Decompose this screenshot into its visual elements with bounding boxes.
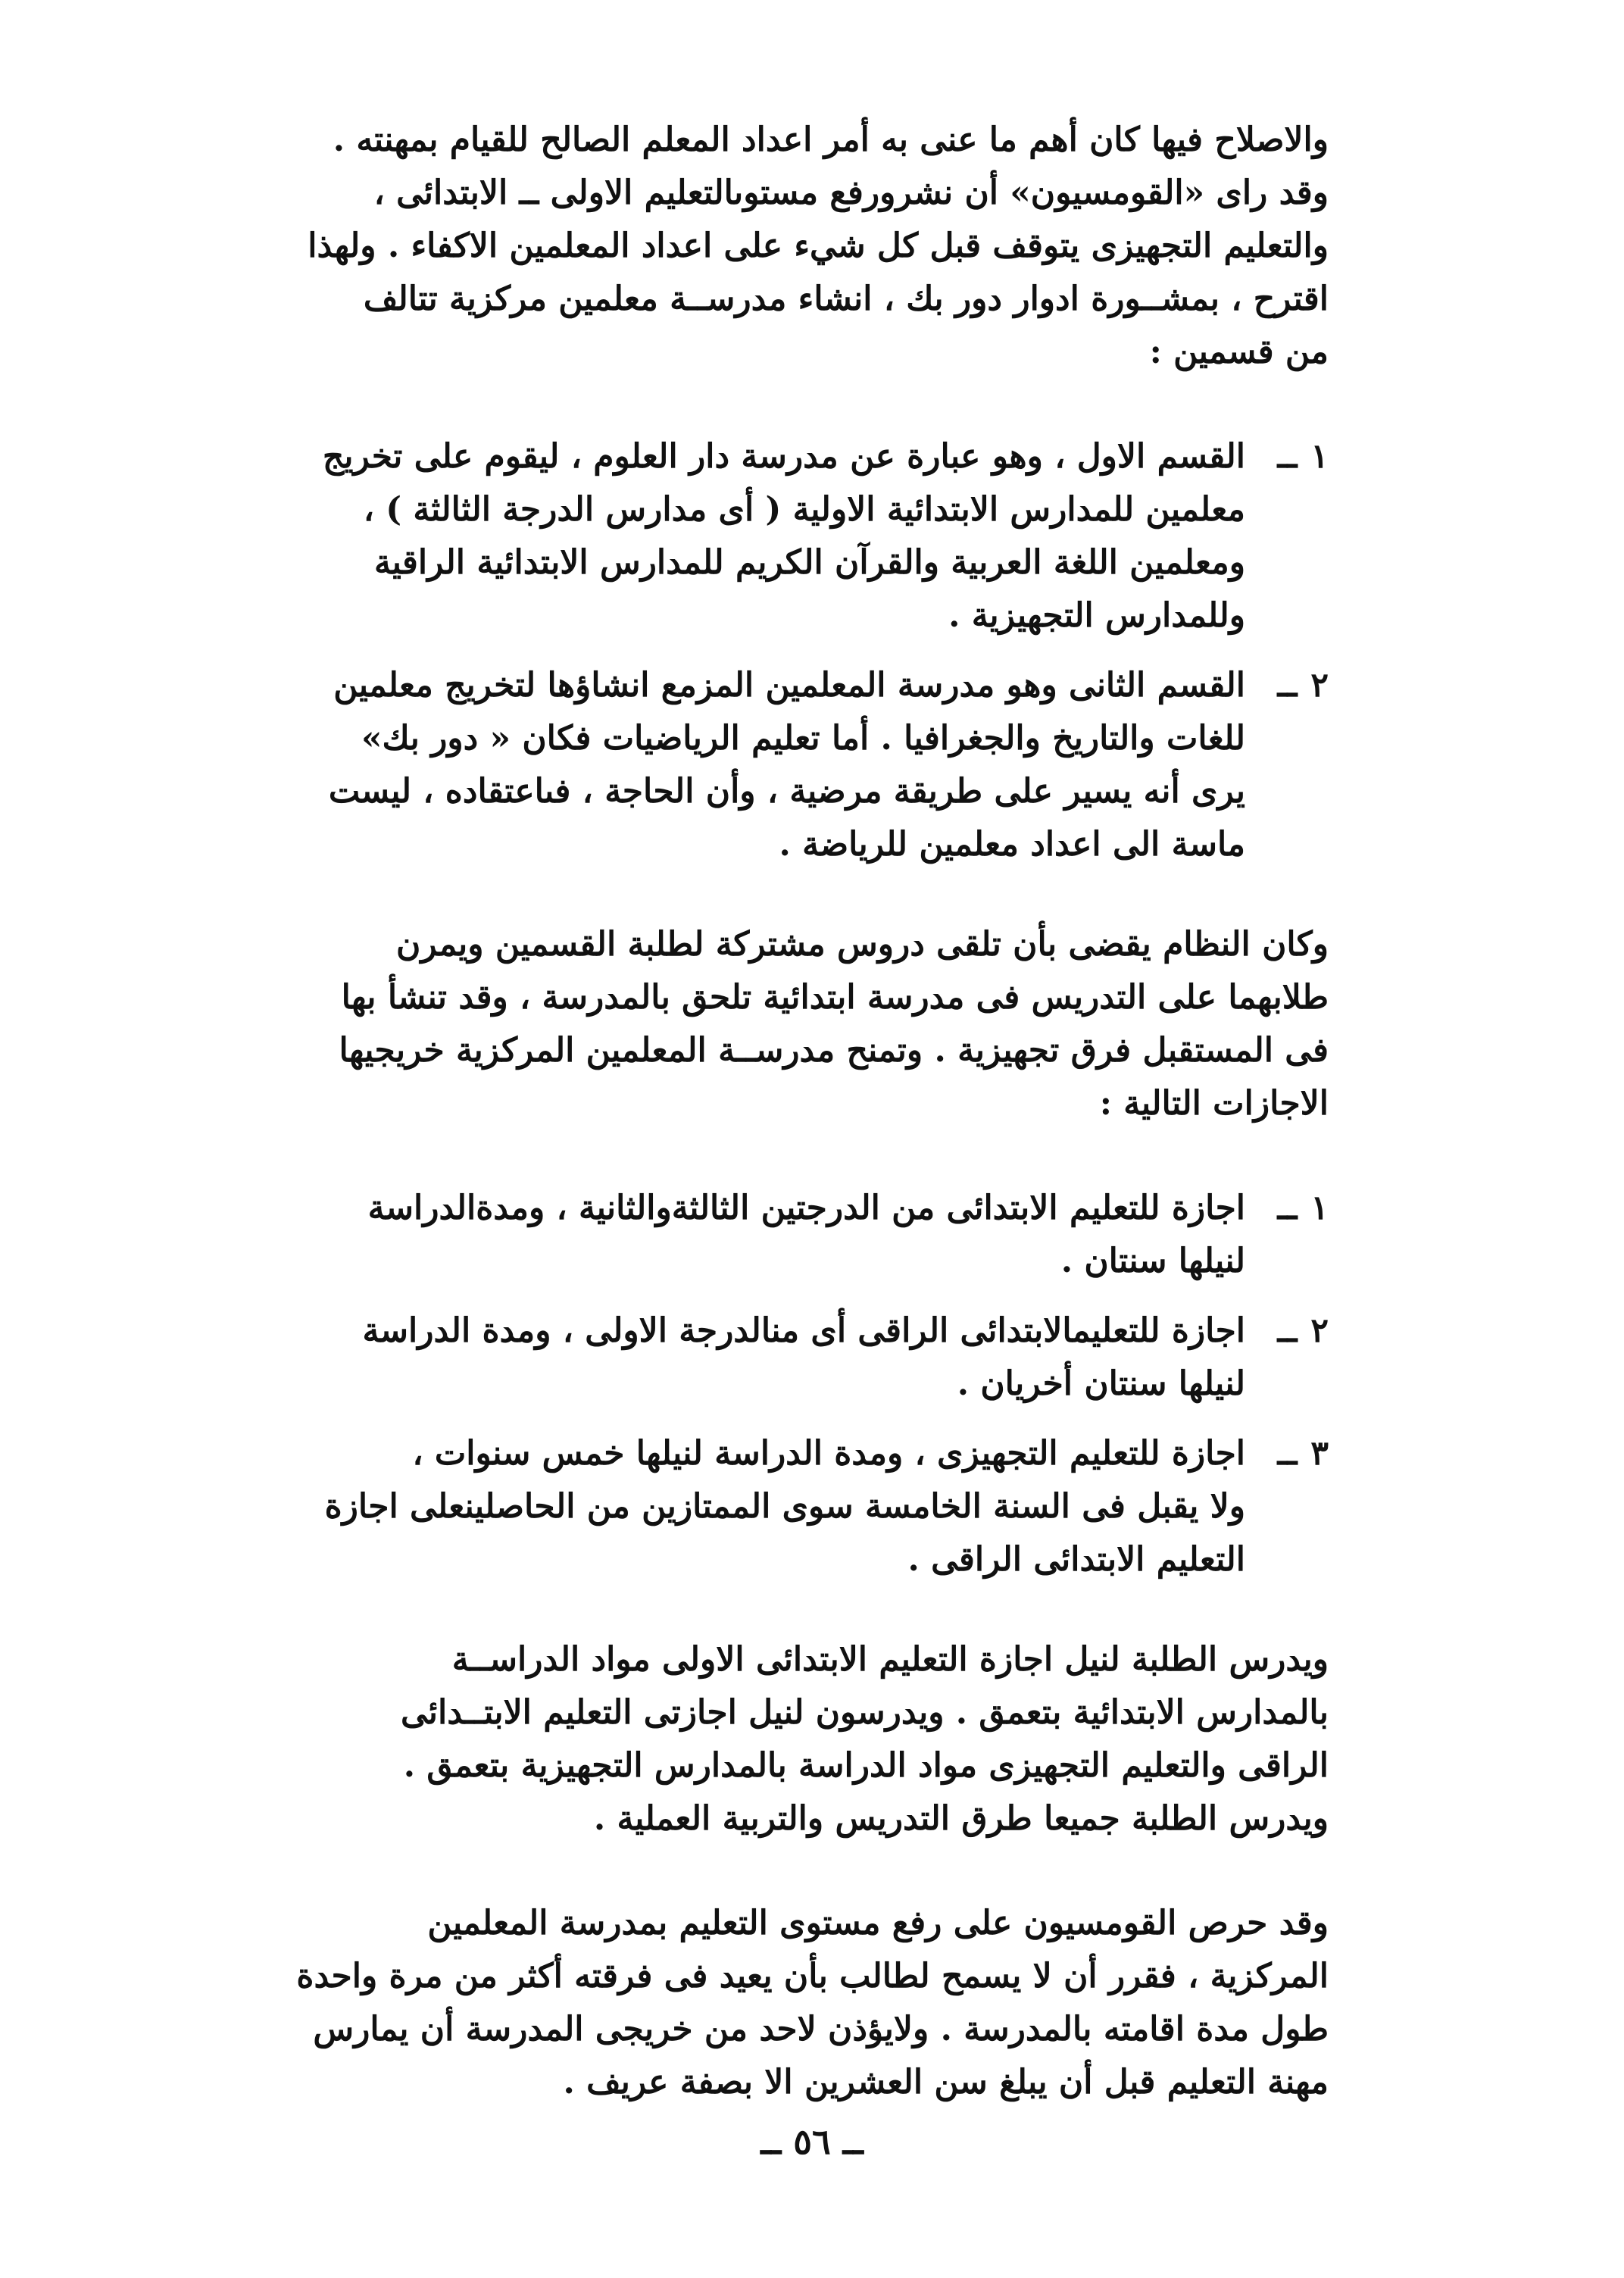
text-line: للغات والتاريخ والجغرافيا . أما تعليم الرياضيات فكان « دور بك» <box>361 719 1245 758</box>
list-item-body <box>250 1427 1245 1586</box>
text-line: ومعلمين اللغة العربية والقرآن الكريم للمدارس الابتدائية الراقية <box>374 543 1245 582</box>
paragraph-system <box>250 918 1329 1130</box>
certificates-list <box>250 1182 1329 1586</box>
text-line: لنيلها سنتان أخريان . <box>957 1364 1245 1403</box>
text-line: لنيلها سنتان . <box>1060 1242 1245 1280</box>
list-item-body <box>250 430 1245 642</box>
list-item-number: ٣ــ <box>1277 1434 1329 1473</box>
text-line: اجازة للتعليمالابتدائى الراقى أى منالدرجة الاولى ، ومدة الدراسة <box>362 1311 1245 1350</box>
list-item-number: ٢ــ <box>1277 666 1329 705</box>
text-line: ويدرس الطلبة لنيل اجازة التعليم الابتدائى الاولى مواد الدراســة <box>451 1640 1329 1679</box>
list-item <box>250 659 1329 871</box>
text-line: اجازة للتعليم التجهيزى ، ومدة الدراسة لنيلها خمس سنوات ، <box>412 1434 1245 1473</box>
page-number: ــ ٥٦ ــ <box>760 2121 864 2162</box>
text-line: مهنة التعليم قبل أن يبلغ سن العشرين الا بصفة عريف . <box>563 2063 1329 2101</box>
text-line: من قسمين : <box>1149 333 1329 371</box>
paragraph-standards <box>250 1897 1329 2109</box>
list-item-number: ١ــ <box>1277 1189 1329 1227</box>
text-line: والاصلاح فيها كان أهم ما عنى به أمر اعداد المعلم الصالح للقيام بمهنته . <box>333 120 1329 159</box>
list-item <box>250 1182 1329 1288</box>
text-line: القسم الاول ، وهو عبارة عن مدرسة دار العلوم ، ليقوم على تخريج <box>322 437 1245 476</box>
sections-list <box>250 430 1329 871</box>
list-item-body <box>250 1305 1245 1411</box>
list-item <box>250 430 1329 642</box>
text-line: وللمدارس التجهيزية . <box>948 596 1245 635</box>
text-line: الراقى والتعليم التجهيزى مواد الدراسة بالمدارس التجهيزية بتعمق . <box>403 1746 1329 1785</box>
text-line: ويدرس الطلبة جميعا طرق التدريس والتربية العملية . <box>593 1799 1329 1838</box>
list-item <box>250 1305 1329 1411</box>
text-line: طول مدة اقامته بالمدرسة . ولايؤذن لاحد من خريجى المدرسة أن يمارس <box>313 2010 1329 2048</box>
text-line: القسم الثانى وهو مدرسة المعلمين المزمع انشاؤها لتخريج معلمين <box>333 666 1245 705</box>
text-line: المركزية ، فقرر أن لا يسمح لطالب بأن يعيد فى فرقته أكثر من مرة واحدة <box>296 1957 1329 1995</box>
list-item-body <box>250 659 1245 871</box>
page-content <box>250 114 1329 2161</box>
text-line: يرى أنه يسير على طريقة مرضية ، وأن الحاجة ، فىاعتقاده ، ليست <box>328 772 1245 811</box>
list-item-number: ١ــ <box>1277 437 1329 476</box>
paragraph-intro <box>250 114 1329 379</box>
text-line: طلابهما على التدريس فى مدرسة ابتدائية تلحق بالمدرسة ، وقد تنشأ بها <box>341 978 1329 1017</box>
text-line: ولا يقبل فى السنة الخامسة سوى الممتازين من الحاصلينعلى اجازة <box>324 1487 1245 1526</box>
list-item <box>250 1427 1329 1586</box>
text-line: معلمين للمدارس الابتدائية الاولية ( أى مدارس الدرجة الثالثة ) ، <box>363 490 1245 529</box>
text-line: اقترح ، بمشــورة ادوار دور بك ، انشاء مدرســة معلمين مركزية تتالف <box>363 280 1329 318</box>
text-line: وقد راى «القومسيون» أن نشرورفع مستوىالتعليم الاولى ــ الابتدائى ، <box>373 173 1329 212</box>
text-line: التعليم الابتدائى الراقى . <box>907 1540 1245 1579</box>
text-line: فى المستقبل فرق تجهيزية . وتمنح مدرســة المعلمين المركزية خريجيها <box>339 1031 1329 1070</box>
text-line: الاجازات التالية : <box>1099 1084 1329 1123</box>
text-line: بالمدارس الابتدائية بتعمق . ويدرسون لنيل اجازتى التعليم الابتــدائى <box>401 1693 1329 1732</box>
text-line: وكان النظام يقضى بأن تلقى دروس مشتركة لطلبة القسمين ويمرن <box>396 925 1329 964</box>
text-line: ماسة الى اعداد معلمين للرياضة . <box>779 825 1245 864</box>
list-item-body <box>250 1182 1245 1288</box>
paragraph-curriculum <box>250 1633 1329 1845</box>
text-line: اجازة للتعليم الابتدائى من الدرجتين الثالثةوالثانية ، ومدةالدراسة <box>367 1189 1245 1227</box>
text-line: وقد حرص القومسيون على رفع مستوى التعليم بمدرسة المعلمين <box>427 1904 1329 1942</box>
list-item-number: ٢ــ <box>1277 1311 1329 1350</box>
text-line: والتعليم التجهيزى يتوقف قبل كل شيء على اعداد المعلمين الاكفاء . ولهذا <box>308 227 1329 265</box>
